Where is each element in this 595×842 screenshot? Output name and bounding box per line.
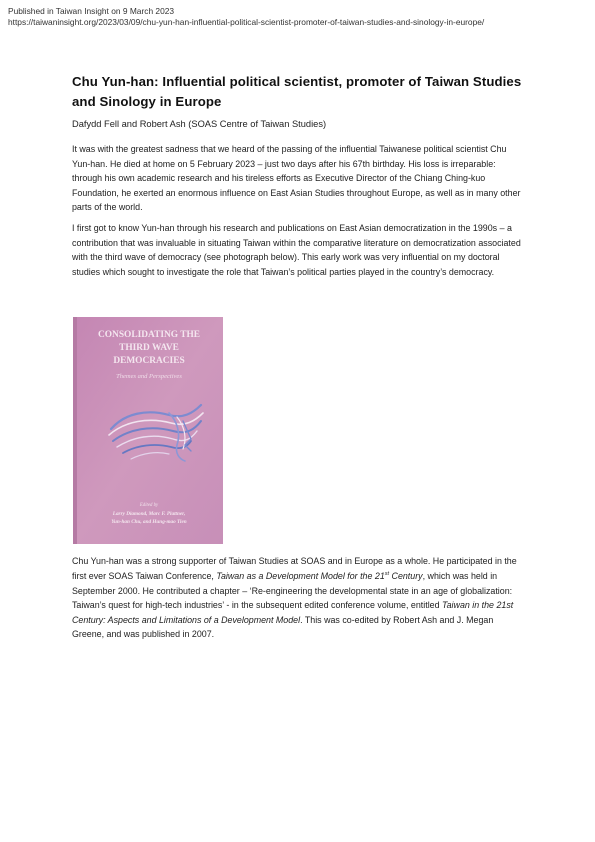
paragraph-1: It was with the greatest sadness that we heard of the passing of the influential Taiwanese political scientist Chu Yun-han. He died at home on 5 February 2023 – just two days after his 67th birthday. His loss is irreparable: through his own academic research and his tireless efforts as Executive Director of the Chiang Ching-kuo Foundation, he exerted an enormous influence on East Asian Studies throughout Europe, as well as in many other parts of the world. [72,144,521,213]
cover-subtitle: Themes and Perspectives [116,373,182,381]
cover-edited-by: Edited by [139,503,159,509]
paragraph-3: Chu Yun-han was a strong supporter of Taiwan Studies at SOAS and in Europe as a whole. He participated in the first ever SOAS Taiwan Conference, Taiwan as a Development Model for the 21st Century, which was held in September 2000. He contributed a chapter – ‘Re-engineering the developmental state in an age of globalization: Taiwan’s quest for high-tech industries’ - in the subsequent edited conference volume, entitled Taiwan in the 21st Century: Aspects and Limitations of a Development Model. This was co-edited by Robert Ash and J. Megan Greene, and was published in 2007. [72,556,517,640]
paragraph-2: I first got to know Yun-han through his research and publications on East Asian democratization in the 1990s – a contribution that was invaluable in situating Taiwan within the comparative literature on democratization associated with the third wave of democracy (see photograph below). This early work was very influential on my doctoral studies which sought to investigate the role that Taiwan’s political parties played in the country’s democracy. [72,222,521,277]
book-title: Taiwan in the 21st Century: Aspects and Limitations of a Development Model [72,600,514,625]
cover-editors-line1: Larry Diamond, Marc F. Plattner, [112,511,186,518]
cover-title-line3: DEMOCRACIES [113,356,185,367]
book-cover-photo [73,317,223,544]
source-url[interactable]: https://taiwaninsight.org/2023/03/09/chu-yun-han-influential-political-scientist-promoter-of-taiwan-studies-and-sinology-in-europe/ [8,17,485,27]
cover-title-line1: CONSOLIDATING THE [97,330,201,341]
article-title: Chu Yun-han: Influential political scientist, promoter of Taiwan Studies and Sinology in Europe [72,74,522,109]
published-line: Published in Taiwan Insight on 9 March 2023 [8,6,175,16]
book-cover-image [73,317,223,544]
conference-title: Taiwan as a Development Model for the 21st Century [216,570,423,581]
page-header [8,6,484,28]
article [72,72,524,648]
cover-editors-line2: Yun-han Chu, and Hung-mao Tien [111,519,187,526]
article-authors: Dafydd Fell and Robert Ash (SOAS Centre of Taiwan Studies) [72,119,327,129]
cover-title-line2: THIRD WAVE [119,343,179,354]
